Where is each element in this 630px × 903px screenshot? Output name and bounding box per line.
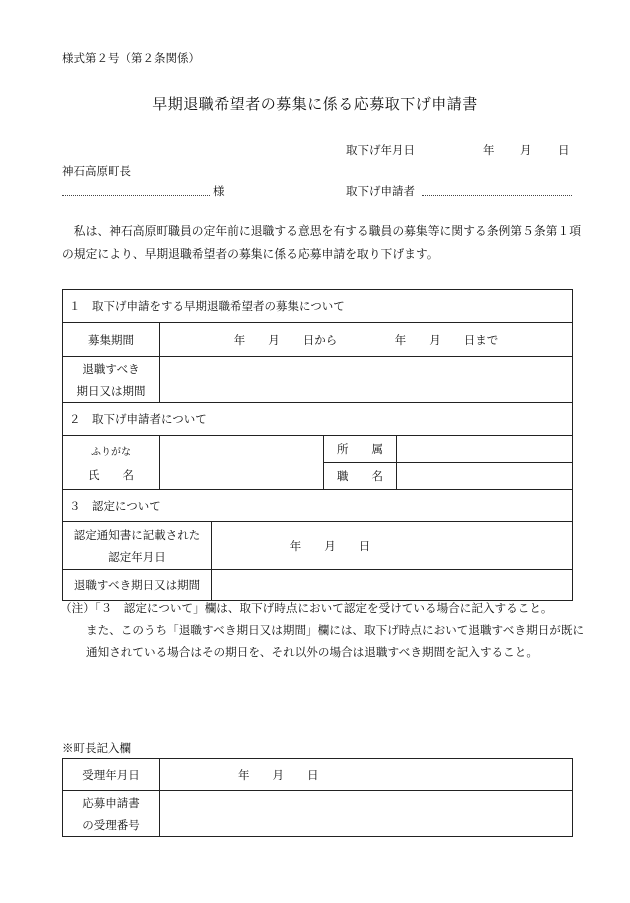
- cert-label-line2: 認定年月日: [108, 549, 166, 564]
- honorific: 様: [213, 184, 225, 198]
- dept-value[interactable]: [397, 436, 573, 463]
- note-line2: また、このうち「退職すべき期日又は期間」欄には、取下げ時点において退職すべき期日が既に通知されている場合はその期日を、それ以外の場合は退職すべき期間を記入すること。: [86, 623, 585, 659]
- withdraw-day[interactable]: 日: [558, 143, 570, 157]
- office-table: [62, 758, 573, 837]
- addressee-line[interactable]: [62, 195, 210, 196]
- period-value[interactable]: 年 月 日から 年 月 日まで: [160, 323, 573, 357]
- retire-period-label: 退職すべき期日又は期間: [63, 570, 212, 601]
- position-label: 職 名: [324, 463, 397, 490]
- retire-value[interactable]: [160, 357, 573, 403]
- retire-label: [63, 357, 160, 403]
- retire-label-line1: 退職すべき: [82, 361, 140, 376]
- receipt-number-value[interactable]: [160, 791, 573, 837]
- period-label: 募集期間: [63, 323, 160, 357]
- addressee: 神石高原町長: [62, 164, 131, 178]
- receipt-number-label: [63, 791, 160, 837]
- note-line1: （注）「３ 認定について」欄は、取下げ時点において認定を受けている場合に記入すること。: [60, 601, 553, 615]
- cert-label: [63, 522, 212, 570]
- page-title: 早期退職希望者の募集に係る応募取下げ申請書: [152, 95, 478, 113]
- applicant-signature-line[interactable]: [422, 195, 572, 196]
- withdraw-year[interactable]: 年: [483, 143, 495, 157]
- cert-label-line1: 認定通知書に記載された: [73, 527, 201, 542]
- name-value[interactable]: [160, 436, 324, 490]
- body-paragraph: 私は、神石高原町職員の定年前に退職する意思を有する職員の募集等に関する条例第５条第１項の規定により、早期退職希望者の募集に係る応募申請を取り下げます。: [62, 224, 582, 261]
- retire-period-value[interactable]: [212, 570, 573, 601]
- name-label-text: 氏 名: [88, 467, 134, 482]
- position-value[interactable]: [397, 463, 573, 490]
- receipt-number-line2: の受理番号: [82, 817, 140, 832]
- body-text: [62, 220, 582, 266]
- section1-heading: １ 取下げ申請をする早期退職希望者の募集について: [63, 290, 573, 323]
- retire-label-line2: 期日又は期間: [76, 383, 146, 398]
- withdraw-date-label: 取下げ年月日: [346, 143, 415, 157]
- furigana-label: ふりがな: [91, 446, 131, 458]
- office-heading: ※町長記入欄: [62, 741, 131, 755]
- form-number: 様式第２号（第２条関係）: [62, 51, 200, 65]
- dept-label: 所 属: [324, 436, 397, 463]
- applicant-label: 取下げ申請者: [346, 184, 415, 198]
- note: [60, 597, 586, 663]
- name-label: [63, 436, 160, 490]
- received-date-label: 受理年月日: [63, 759, 160, 791]
- application-table: [62, 289, 573, 601]
- cert-date-value[interactable]: 年 月 日: [212, 522, 573, 570]
- withdraw-month[interactable]: 月: [520, 143, 532, 157]
- section3-heading: ３ 認定について: [63, 490, 573, 522]
- section2-heading: ２ 取下げ申請者について: [63, 403, 573, 436]
- receipt-number-line1: 応募申請書: [82, 795, 140, 810]
- received-date-value[interactable]: 年 月 日: [160, 759, 573, 791]
